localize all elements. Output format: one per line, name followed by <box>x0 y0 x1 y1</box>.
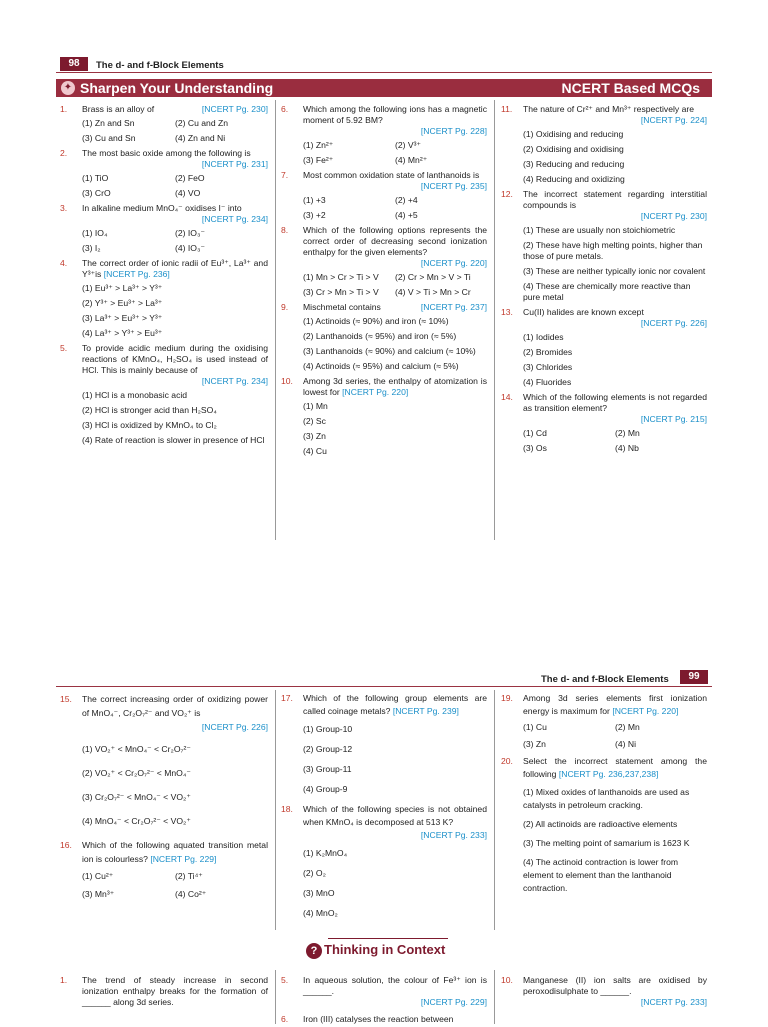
column-3 <box>501 104 707 458</box>
column-divider <box>275 100 276 540</box>
tic-column-1 <box>60 975 268 1010</box>
section-banner <box>56 79 712 97</box>
question: 6. Which among the following ions has a magnetic moment of 5.92 BM? [NCERT Pg. 228] (1) Zn²⁺ (2) V³⁺ (3) Fe²⁺ (4) Mn²⁺ <box>281 104 487 165</box>
header-rule <box>56 72 712 73</box>
column-divider <box>494 690 495 930</box>
column-divider <box>275 690 276 930</box>
question: 12. The incorrect statement regarding interstitial compounds is [NCERT Pg. 230] (1) These are usually non stoichiometric (2) These have high melting points, higher than those of pure metals. (3) These are neither typically ionic nor covalent (4) These are chemically more reactive than pure metal <box>501 189 707 302</box>
question: 5. In aqueous solution, the colour of Fe³⁺ ion is ______. [NCERT Pg. 229] <box>281 975 487 1007</box>
tic-column-2 <box>281 975 487 1027</box>
question: 7. Most common oxidation state of lanthanoids is [NCERT Pg. 235] (1) +3 (2) +4 (3) +2 (4) +5 <box>281 170 487 220</box>
column-1 <box>60 692 268 905</box>
heading-rule <box>328 938 448 939</box>
banner-title: Sharpen Your Understanding <box>80 80 274 96</box>
chapter-title: The d- and f-Block Elements <box>96 60 224 71</box>
chapter-title: The d- and f-Block Elements <box>541 674 669 685</box>
question: 9. Mischmetal contains [NCERT Pg. 237] (1) Actinoids (≈ 90%) and iron (≈ 10%) (2) Lanthanoids (≈ 95%) and iron (≈ 5%) (3) Lanthanoids (≈ 90%) and calcium (≈ 10%) (4) Actinoids (≈ 95%) and calcium (≈ 5%) <box>281 302 487 371</box>
column-2 <box>281 692 487 927</box>
question: 8. Which of the following options represents the correct order of decreasing second ionization enthalpy for the given elements? [NCERT Pg. 220] (1) Mn > Cr > Ti > V (2) Cr > Mn > V > Ti (3) Cr > Mn > Ti > V (4) V > Ti > Mn > Cr <box>281 225 487 297</box>
question: 10. Among 3d series, the enthalpy of atomization is lowest for [NCERT Pg. 220] (1) Mn (2) Sc (3) Zn (4) Cu <box>281 376 487 456</box>
question-icon: ? <box>306 943 322 959</box>
section-title: Thinking in Context <box>324 942 446 957</box>
question: 11. The nature of Cr²⁺ and Mn³⁺ respectively are [NCERT Pg. 224] (1) Oxidising and reducing (2) Oxidising and oxidising (3) Reducing and reducing (4) Reducing and oxidizing <box>501 104 707 184</box>
question: 15. The correct increasing order of oxidizing power of MnO₄⁻, Cr₂O₇²⁻ and VO₂⁺ is [NCERT Pg. 226] (1) VO₂⁺ < MnO₄⁻ < Cr₂O₇²⁻ (2) VO₂⁺ < Cr₂O₇²⁻ < MnO₄⁻ (3) Cr₂O₇²⁻ < MnO₄⁻ < VO₂⁺ (4) MnO₄⁻ < Cr₂O₇²⁻ < VO₂⁺ <box>60 694 268 826</box>
banner-subtitle: NCERT Based MCQs <box>561 80 700 96</box>
page-number: 98 <box>60 57 88 71</box>
page-number: 99 <box>680 670 708 684</box>
question: 14. Which of the following elements is not regarded as transition element? [NCERT Pg. 215] (1) Cd (2) Mn (3) Os (4) Nb <box>501 392 707 453</box>
section-heading <box>306 938 466 962</box>
question: 19. Among 3d series elements first ionization energy is maximum for [NCERT Pg. 220] (1) Cu (2) Mn (3) Zn (4) Ni <box>501 693 707 749</box>
question: 4. The correct order of ionic radii of Eu³⁺, La³⁺ and Y³⁺is [NCERT Pg. 236] (1) Eu³⁺ > La³⁺ > Y³⁺ (2) Y³⁺ > Eu³⁺ > La³⁺ (3) La³⁺ > Eu³⁺ > Y³⁺ (4) La³⁺ > Y³⁺ > Eu³⁺ <box>60 258 268 338</box>
question: 2. The most basic oxide among the following is [NCERT Pg. 231] (1) TiO (2) FeO (3) CrO (4) VO <box>60 148 268 198</box>
column-divider <box>494 970 495 1024</box>
question: 5. To provide acidic medium during the oxidising reactions of KMnO₄, H₂SO₄ is used instead of HCl. This is mainly because of [NCERT Pg. 234] (1) HCl is a monobasic acid (2) HCl is stronger acid than H₂SO₄ (3) HCl is oxidized by KMnO₄ to Cl₂ (4) Rate of reaction is slower in presence of HCl <box>60 343 268 445</box>
column-1 <box>60 104 268 450</box>
header-rule <box>56 686 712 687</box>
question: 10. Manganese (II) ion salts are oxidised by peroxodisulphate to ______. [NCERT Pg. 233] <box>501 975 707 1007</box>
question: 16. Which of the following aquated transition metal ion is colourless? [NCERT Pg. 229] (1) Cu²⁺ (2) Ti⁴⁺ (3) Mn³⁺ (4) Co²⁺ <box>60 840 268 899</box>
column-3 <box>501 692 707 901</box>
tic-column-3 <box>501 975 707 1010</box>
question: 1. The trend of steady increase in second ionization enthalpy breaks for the formation of ______ along 3d series. <box>60 975 268 1007</box>
question: 6. Iron (III) catalyses the reaction between <box>281 1014 454 1024</box>
question: 18. Which of the following species is not obtained when KMnO₄ is decomposed at 513 K? [NCERT Pg. 233] (1) K₂MnO₄ (2) O₂ (3) MnO (4) MnO₂ <box>281 804 487 918</box>
question: 13. Cu(II) halides are known except [NCERT Pg. 226] (1) Iodides (2) Bromides (3) Chlorides (4) Fluorides <box>501 307 707 387</box>
question: 20. Select the incorrect statement among the following [NCERT Pg. 236,237,238] (1) Mixed oxides of lanthanoids are used as catalysts in petroleum cracking. (2) All actinoids are radioactive elements (3) The melting point of samarium is 1623 K (4) The actinoid contraction is lower from element to element than the lanthanoid contraction. <box>501 756 707 893</box>
question: 17. Which of the following group elements are called coinage metals? [NCERT Pg. 239] (1) Group-10 (2) Group-12 (3) Group-11 (4) Group-9 <box>281 693 487 794</box>
column-2 <box>281 104 487 461</box>
question: 3. In alkaline medium MnO₄⁻ oxidises I⁻ into [NCERT Pg. 234] (1) IO₄ (2) IO₃⁻ (3) I₂ (4) IO₃⁻ <box>60 203 268 253</box>
column-divider <box>494 100 495 540</box>
question: 1. Brass is an alloy of [NCERT Pg. 230] (1) Zn and Sn (2) Cu and Zn (3) Cu and Sn (4) Zn and Ni <box>60 104 268 143</box>
bulb-icon: ✦ <box>61 81 75 95</box>
column-divider <box>275 970 276 1024</box>
